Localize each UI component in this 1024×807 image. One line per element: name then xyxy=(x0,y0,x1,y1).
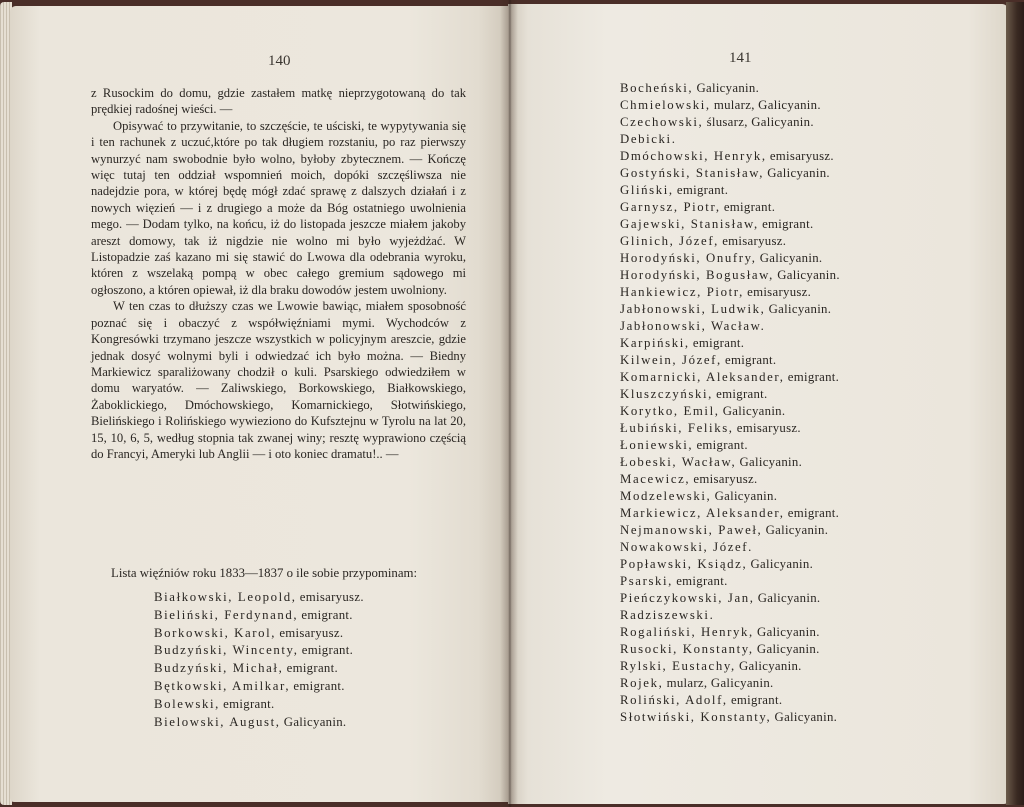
prisoner-status: Galicyanin. xyxy=(765,523,829,537)
prisoner-name: Psarski, xyxy=(620,574,673,588)
prisoner-status: emisaryusz. xyxy=(279,625,344,640)
prisoner-list-right xyxy=(620,80,980,726)
list-item xyxy=(620,641,980,658)
list-item xyxy=(154,696,474,714)
prisoner-status: Galicyanin. xyxy=(757,591,821,605)
list-item xyxy=(620,403,980,420)
list-item xyxy=(620,454,980,471)
prisoner-status: emigrant. xyxy=(286,661,338,676)
prisoner-status: Galicyanin. xyxy=(767,166,830,180)
prisoner-status: ślusarz, Galicyanin. xyxy=(706,115,814,129)
prisoner-status: emigrant. xyxy=(723,200,776,214)
prisoner-status: emisaryusz. xyxy=(769,149,834,163)
prisoner-status: Galicyanin. xyxy=(739,659,802,673)
prisoner-name: Modzelewski, xyxy=(620,489,712,503)
paragraph: W ten czas to dłuższy czas we Lwowie bawiąc, miałem sposobność poznać się i obaczyć z współwięźniami mymi. Wychodców z Kongresówki trzymano jeszcze wszystkich w policyjnym areszcie, gdzie jednak dosyć wolnymi byli i odwiedzać ich było można. — Biedny Markiewicz sparaliżowany chodził o kuli. Psarskiego odwiedziłem w domu waryatów. — Zaliwskiego, Borkowskiego, Białkowskiego, Żaboklickiego, Dmóchowskiego, Komarnickiego, Słotwińskiego, Bielińskiego i Rolińskiego wywieziono do Kufsztejnu w Tyrolu na lat 20, 15, 10, 6, 5, według stopnia tak zwanej winy; resztę wyprawiono częścią do Francyi, Ameryki lub Anglii — i oto koniec dramatu!.. — xyxy=(91,299,466,461)
prisoner-name: Rylski, Eustachy, xyxy=(620,659,736,673)
prisoner-name: Bocheński, xyxy=(620,81,694,95)
prisoner-status: Galicyanin. xyxy=(774,710,838,724)
prisoner-name: Glinich, Józef, xyxy=(620,234,719,248)
prisoner-name: Roliński, Adolf, xyxy=(620,693,728,707)
prisoner-status: Galicyanin. xyxy=(722,404,786,418)
list-item xyxy=(154,714,474,732)
prisoner-name: Białkowski, Leopold, xyxy=(154,590,297,604)
prisoner-status: Galicyanin. xyxy=(714,489,778,503)
list-item xyxy=(620,420,980,437)
prisoner-name: Macewicz, xyxy=(620,472,691,486)
prisoner-status: Galicyanin. xyxy=(750,557,814,571)
prisoner-status: Galicyanin. xyxy=(739,455,803,469)
list-item xyxy=(620,148,980,165)
prisoner-name: Jabłonowski, Wacław. xyxy=(620,319,766,333)
prisoner-name: Rusocki, Konstanty, xyxy=(620,642,754,656)
prisoner-name: Bętkowski, Amilkar, xyxy=(154,678,291,693)
prisoner-name: Kilwein, Józef, xyxy=(620,353,722,367)
list-item xyxy=(620,335,980,352)
list-item xyxy=(620,114,980,131)
list-item xyxy=(620,267,980,284)
prisoner-status: emisaryusz. xyxy=(747,285,812,299)
prisoner-name: Radziszewski. xyxy=(620,608,715,622)
prisoner-name: Kluszczyński, xyxy=(620,387,713,401)
prisoner-status: emigrant. xyxy=(301,607,353,622)
prisoner-name: Gajewski, Stanisław, xyxy=(620,217,759,231)
list-item xyxy=(620,233,980,250)
list-item xyxy=(154,642,474,660)
list-item xyxy=(620,556,980,573)
prisoner-status: Galicyanin. xyxy=(777,268,840,282)
prisoner-name: Czechowski, xyxy=(620,115,704,129)
prisoner-list-left xyxy=(154,589,474,731)
list-item xyxy=(620,709,980,726)
list-item xyxy=(620,97,980,114)
list-item xyxy=(620,471,980,488)
prisoner-status: emigrant. xyxy=(676,183,729,197)
prisoner-status: emisaryusz. xyxy=(722,234,787,248)
book-gutter xyxy=(500,0,518,807)
prisoner-name: Łubiński, Feliks, xyxy=(620,421,734,435)
prisoner-name: Łobeski, Wacław, xyxy=(620,455,737,469)
list-item xyxy=(154,678,474,696)
prisoner-status: emigrant. xyxy=(293,678,345,693)
list-item xyxy=(620,437,980,454)
prisoner-name: Rojek, xyxy=(620,676,664,690)
list-item xyxy=(620,301,980,318)
prisoner-name: Dmóchowski, Henryk, xyxy=(620,149,767,163)
prisoner-name: Hankiewicz, Piotr, xyxy=(620,285,744,299)
prisoner-name: Bolewski, xyxy=(154,696,220,711)
prisoner-status: emigrant. xyxy=(725,353,777,367)
prisoner-name: Gliński, xyxy=(620,183,674,197)
list-item xyxy=(620,539,980,556)
prisoner-name: Chmielowski, xyxy=(620,98,711,112)
prisoner-status: Galicyanin. xyxy=(759,251,823,265)
list-item xyxy=(620,386,980,403)
prisoner-status: emigrant. xyxy=(692,336,745,350)
prisoner-name: Pieńczykowski, Jan, xyxy=(620,591,755,605)
list-item xyxy=(620,658,980,675)
list-item xyxy=(620,199,980,216)
list-item xyxy=(620,352,980,369)
prisoner-status: emigrant. xyxy=(730,693,783,707)
prisoner-status: Galicyanin. xyxy=(756,642,820,656)
prisoner-status: emigrant. xyxy=(301,643,354,658)
prisoner-name: Bielowski, August, xyxy=(154,714,281,729)
page-number-right: 141 xyxy=(729,50,752,66)
prisoner-status: emisaryusz. xyxy=(693,472,758,486)
list-item xyxy=(620,624,980,641)
prisoner-name: Korytko, Emil, xyxy=(620,404,720,418)
list-item xyxy=(620,675,980,692)
list-item xyxy=(620,182,980,199)
prisoner-status: emigrant. xyxy=(696,438,748,452)
list-item xyxy=(620,165,980,182)
prisoner-status: emigrant. xyxy=(762,217,814,231)
prisoner-name: Horodyński, Bogusław, xyxy=(620,268,774,282)
list-item xyxy=(620,250,980,267)
prisoner-name: Nejmanowski, Paweł, xyxy=(620,523,763,537)
prisoner-name: Nowakowski, Józef. xyxy=(620,540,753,554)
prisoner-name: Karpiński, xyxy=(620,336,690,350)
prisoner-name: Markiewicz, Aleksander, xyxy=(620,506,785,520)
left-body-text xyxy=(91,85,466,462)
prisoner-name: Borkowski, Karol, xyxy=(154,625,277,640)
prisoner-name: Komarnicki, Aleksander, xyxy=(620,370,785,384)
prisoner-name: Gostyński, Stanisław, xyxy=(620,166,765,180)
list-item xyxy=(620,216,980,233)
list-item xyxy=(154,625,474,643)
list-item xyxy=(620,692,980,709)
list-item xyxy=(154,607,474,625)
prisoner-status: mularz, Galicyanin. xyxy=(666,676,774,690)
list-item xyxy=(620,488,980,505)
list-item xyxy=(620,607,980,624)
prisoner-name: Garnysz, Piotr, xyxy=(620,200,721,214)
list-item xyxy=(620,284,980,301)
list-item xyxy=(620,590,980,607)
prisoner-name: Budzyński, Wincenty, xyxy=(154,643,299,658)
paragraph: Opisywać to przywitanie, to szczęście, te uściski, te wypytywania się i ten rachunek z uczuć,które po tak długiem rozstaniu, po raz pierwszy wynurzyć nam swobodnie było wolno, byłoby zbytecznem. — Kończę więc tutaj ten oddział wspomnień moich, dopóki szczęśliwsza nie nadejdzie pora, w której będę mógł zdać sprawę z dalszych działań i z nowych więzień — i z drugiego a może da Bóg ostatniego uwolnienia mego. — Dodam tylko, na końcu, iż do listopada jeszcze miałem jakoby areszt domowy, tak iż nigdzie nie wolno mi było wyjeżdżać. W Listopadzie zaś kazano mi się stawić do Lwowa dla odebrania wyroku, któren z wszelaką pompą w obec całego gremium sądowego mi ogłoszono, a któren opiewał, iż dla braku dowodów jestem uwolniony. xyxy=(91,118,466,297)
list-item xyxy=(154,660,474,678)
list-item xyxy=(620,522,980,539)
prisoner-name: Słotwiński, Konstanty, xyxy=(620,710,772,724)
prisoner-name: Bieliński, Ferdynand, xyxy=(154,607,299,622)
page-number-left: 140 xyxy=(268,53,291,69)
prisoner-status: mularz, Galicyanin. xyxy=(713,98,821,112)
paragraph: z Rusockim do domu, gdzie zastałem matkę nieprzygotowaną do tak prędkiej radośnej wieści. — xyxy=(91,86,466,117)
list-item xyxy=(620,318,980,335)
prisoner-name: Jabłonowski, Ludwik, xyxy=(620,302,766,316)
prisoner-status: emisaryusz. xyxy=(299,590,364,604)
prisoner-status: emigrant. xyxy=(787,506,840,520)
prisoner-status: emisaryusz. xyxy=(736,421,801,435)
prisoner-name: Budzyński, Michał, xyxy=(154,661,284,676)
prisoner-status: Galicyanin. xyxy=(757,625,820,639)
prisoner-list-heading: Lista więźniów roku 1833—1837 o ile sobie przypominam: xyxy=(111,566,418,580)
prisoner-status: emigrant. xyxy=(787,370,840,384)
book-cover-edge-right xyxy=(1006,2,1024,805)
prisoner-name: Rogaliński, Henryk, xyxy=(620,625,754,639)
list-item xyxy=(620,131,980,148)
list-item xyxy=(620,80,980,97)
list-item xyxy=(620,369,980,386)
list-item xyxy=(620,573,980,590)
prisoner-status: emigrant. xyxy=(223,696,275,711)
prisoner-name: Debicki. xyxy=(620,132,677,146)
prisoner-name: Łoniewski, xyxy=(620,438,694,452)
prisoner-status: Galicyanin. xyxy=(696,81,760,95)
list-item xyxy=(154,589,474,607)
prisoner-status: emigrant. xyxy=(716,387,768,401)
prisoner-status: Galicyanin. xyxy=(768,302,832,316)
prisoner-name: Popławski, Ksiądz, xyxy=(620,557,748,571)
prisoner-status: Galicyanin. xyxy=(283,714,347,729)
prisoner-name: Horodyński, Onufry, xyxy=(620,251,757,265)
prisoner-status: emigrant. xyxy=(676,574,728,588)
list-item xyxy=(620,505,980,522)
